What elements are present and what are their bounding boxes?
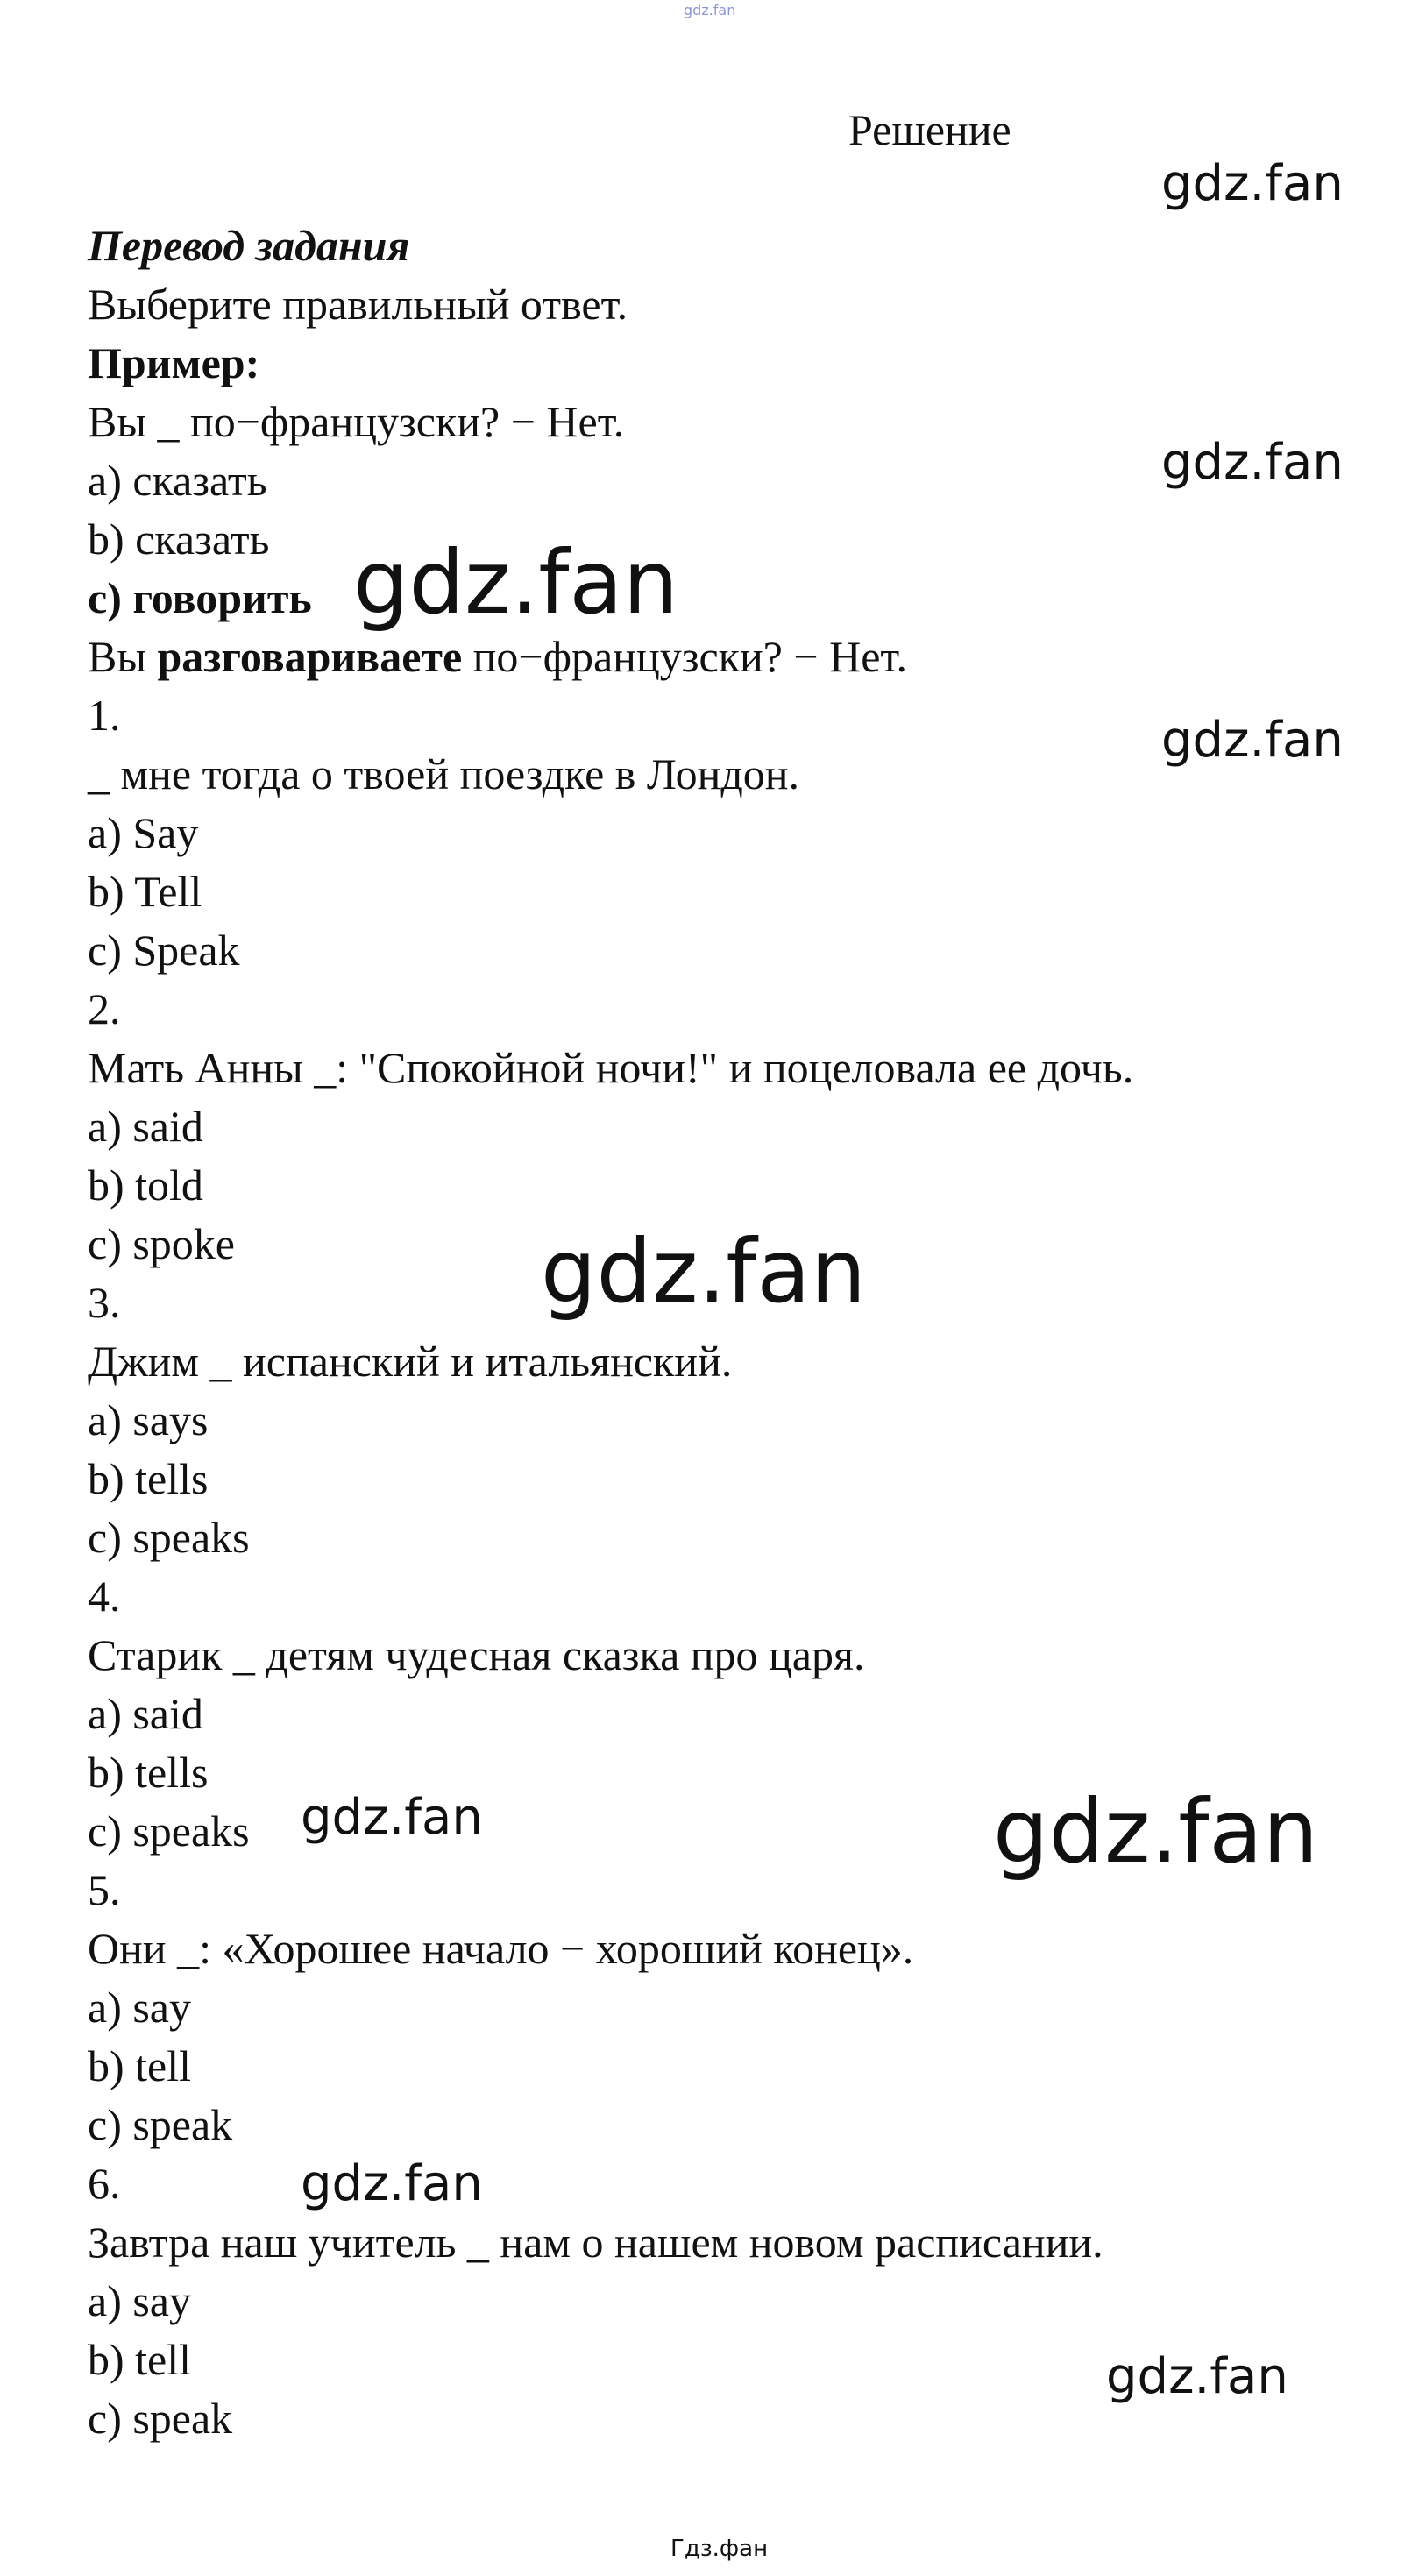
example-option-b: b) сказать [88,514,270,564]
example-answer-prefix: Вы [88,632,158,681]
task-option-b: b) tells [88,1748,209,1797]
watermark: gdz.fan [1161,155,1344,212]
task-option-b: b) Tell [88,867,202,916]
task-text: _ мне тогда о твоей поездке в Лондон. [88,749,800,798]
example-option-a: a) сказать [88,456,267,505]
instruction: Выберите правильный ответ. [88,280,628,329]
task-option-b: b) told [88,1160,203,1210]
task-option-a: a) said [88,1102,203,1151]
watermark: gdz.fan [301,2155,483,2212]
task-option-b: b) tells [88,1454,209,1503]
task-number: 1. [88,691,121,740]
task-text: Старик _ детям чудесная сказка про царя. [88,1630,865,1679]
task-option-a: a) said [88,1689,203,1738]
task-option-c: c) Speak [88,926,240,975]
page-heading: Решение [848,105,1011,154]
task-option-c: c) spoke [88,1219,235,1268]
task-option-b: b) tell [88,2335,192,2384]
watermark: gdz.fan [993,1780,1319,1883]
task-option-a: a) say [88,1983,191,2032]
watermark: gdz.fan [1161,434,1344,491]
task-option-a: a) Say [88,808,199,857]
example-option-c: c) говорить [88,573,312,622]
task-option-b: b) tell [88,2041,192,2090]
watermark: gdz.fan [353,531,679,634]
task-text: Мать Анны _: "Спокойной ночи!" и поцеловала ее дочь. [88,1043,1134,1092]
task-number: 5. [88,1865,121,1914]
task-text: Завтра наш учитель _ нам о нашем новом расписании. [88,2218,1103,2267]
watermark: gdz.fan [301,1789,483,1846]
task-option-c: c) speaks [88,1513,250,1562]
watermark: gdz.fan [541,1220,867,1323]
example-answer-suffix: по−французски? − Нет. [462,632,907,681]
watermark: gdz.fan [1161,712,1344,769]
task-option-c: c) speaks [88,1806,250,1856]
task-option-c: c) speak [88,2100,233,2149]
section-title: Перевод задания [88,221,410,270]
task-number: 4. [88,1572,121,1621]
task-option-a: a) say [88,2276,191,2325]
task-text: Они _: «Хорошее начало − хороший конец». [88,1924,914,1973]
task-number: 2. [88,984,121,1033]
top-watermark: gdz.fan [684,2,736,18]
task-number: 6. [88,2159,121,2208]
task-text: Джим _ испанский и итальянский. [88,1337,733,1386]
task-number: 3. [88,1278,121,1327]
watermark: gdz.fan [1106,2348,1288,2405]
footer-text: Гдз.фан [670,2536,769,2562]
task-option-a: a) says [88,1395,209,1444]
example-answer-highlight: разговариваете [157,632,463,681]
task-option-c: c) speak [88,2394,233,2443]
example-label: Пример: [88,338,260,387]
example-answer [88,630,907,683]
example-question: Вы _ по−французски? − Нет. [88,397,625,446]
